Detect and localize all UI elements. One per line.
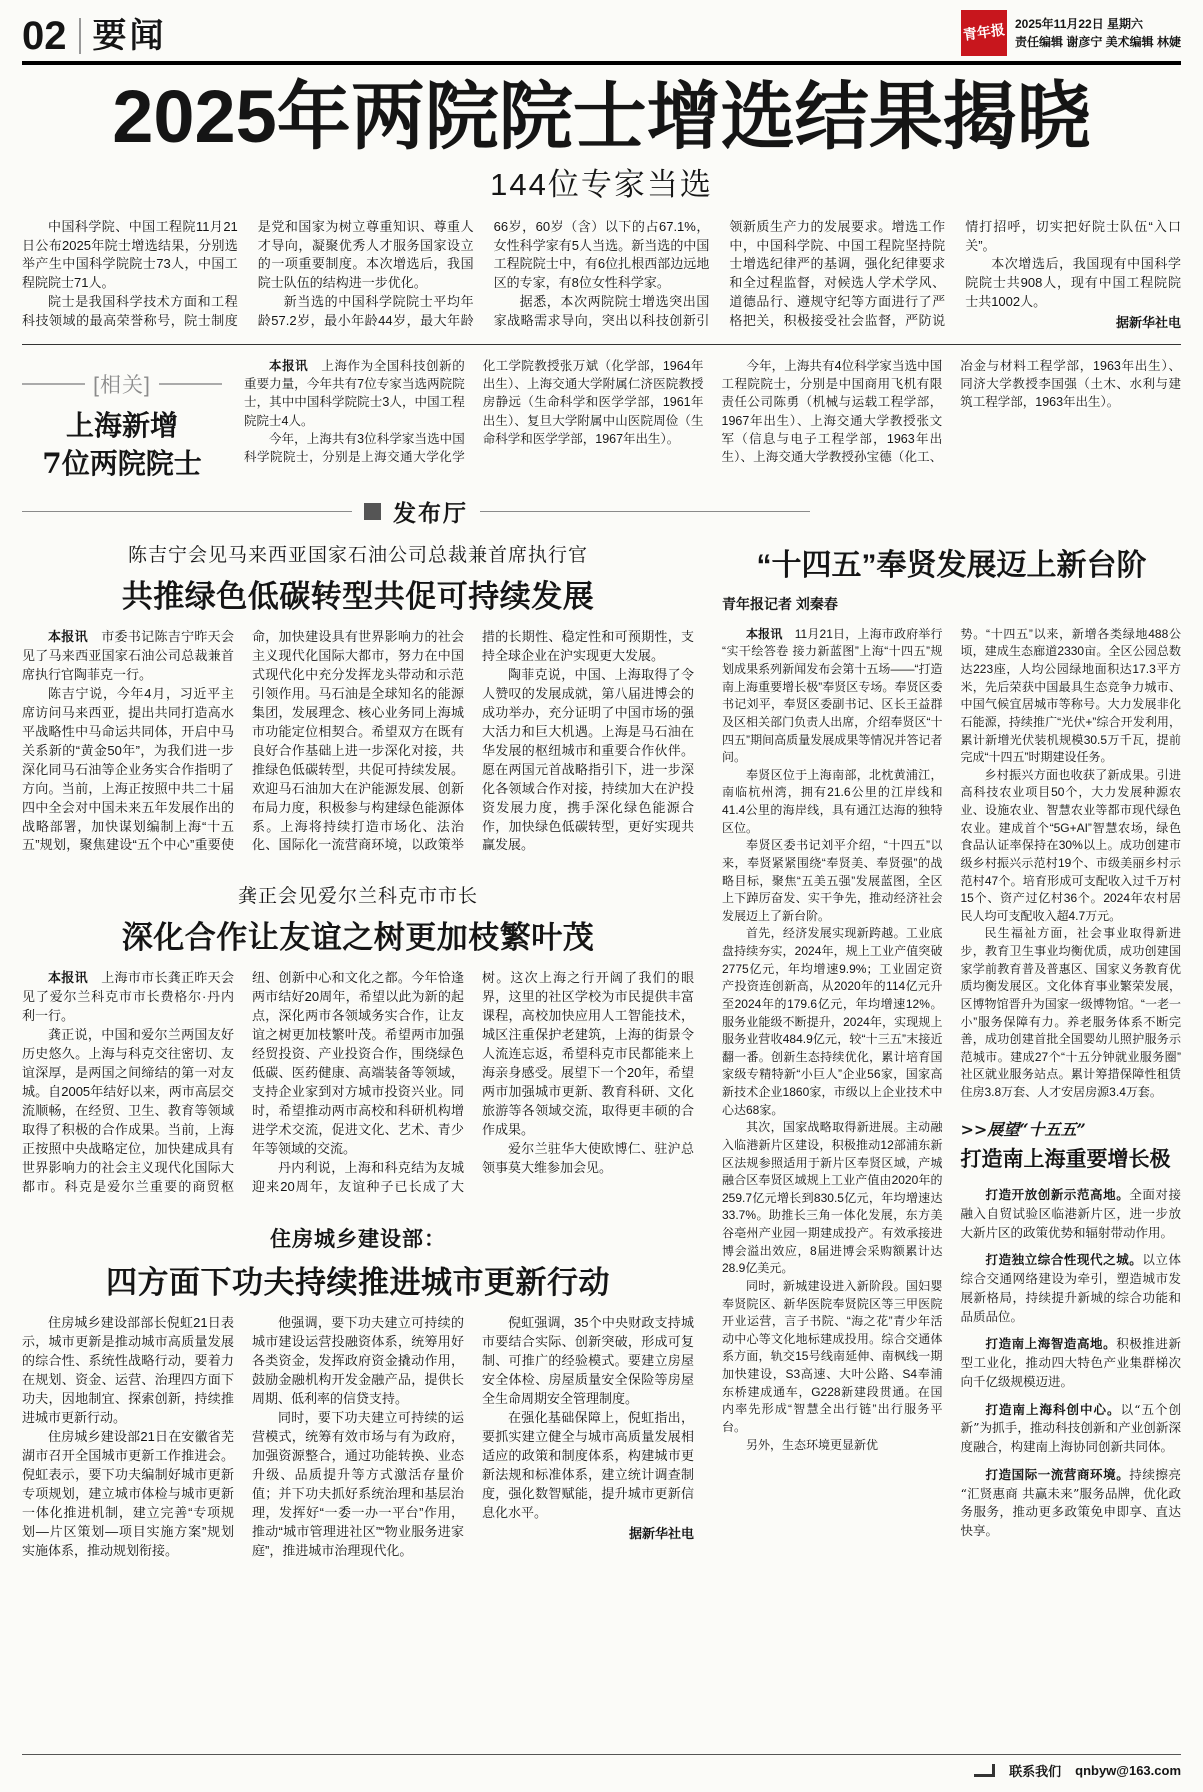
section-divider-label: 发布厅 [393,499,468,526]
related-body [244,357,1181,483]
related-tag: [相关] [93,374,151,398]
news-agency-source: 据新华社电 [1115,314,1181,330]
paragraph: 乡村振兴方面也收获了新成果。引进高科技农业项目50个，大力发展种源农业、设施农业、智慧农业等都市现代绿色农业。建成首个“5G+AI”智慧农场，绿色食品认证率保持在30%以上。成功创建市级乡村振兴示范村19个、市级美丽乡村示范村47个。培育形成可支配收入过千万村15个、资产过亿村36个。2024年农村居民人均可支配收入超4.7万元。 [960,767,1181,923]
paragraph: 同时，新城建设进入新阶段。国妇婴奉贤院区、新华医院奉贤院区等三甲医院开业运营，言子书院、“海之花”青少年活动中心等文化地标建成投用。综合交通体系方面，轨交15号线南延伸、南枫线一期加快建设，S3高速、大叶公路、S4奉浦东桥建成通车，G228新建段贯通。在国内率先形成“智慧全出行链”出行服务平台。 [722,1278,943,1434]
paragraph: 丹内利说，上海和科克结为友城迎来20周年，友谊种子已长成了大树。这次上海之行开阔了我们的眼界，这里的社区学校为市民提供丰富课程，高校加快应用人工智能技术，城区注重保护老建筑，上海的街景令人流连忘返，希望科克市民都能来上海亲身感受。展望下一个20年，希望两市加强城市更新、教育科研、文化旅游等各领域交流，取得更丰硕的合作成果。 [252,970,694,1195]
masthead-divider [79,18,81,54]
related-paragraphs [244,357,1181,466]
related-label [22,357,222,483]
paragraph: 本报讯 上海市市长龚正昨天会见了爱尔兰科克市市长费格尔·丹内利一行。 [22,970,234,1024]
paragraph: 民生福祉方面，社会事业取得新进步，教育卫生事业均衡优质，成功创建国家学前教育普及普惠区、国家义务教育优质均衡发展区。文化体育事业繁荣发展，区博物馆晋升为国家一级博物馆。“一老一小”服务保障有力。养老服务体系不断完善，成功创建首批全国婴幼儿照护服务示范城市。建成27个“十五分钟就业服务圈”社区就业服务站点。累计筹措保障性租赁住房3.8万套、人才安居房源3.4万套。 [960,926,1181,1100]
footer-corner-mark [974,1764,995,1777]
lead-article-body [22,218,1181,332]
paragraph: 院士是我国科学技术方面和工程科技领域的最高荣誉称号，院士制度是党和国家为树立尊重知识、尊重人才导向，凝聚优秀人才服务国家设立的一项重要制度。本次增选后，我国院士队伍的结构进一步优化。 [22,218,474,328]
article-body [22,628,694,856]
article-paragraphs [22,628,694,856]
paragraph: 中国科学院、中国工程院11月21日公布2025年院士增选结果，分别选举产生中国科学院院士73人，中国工程院院士71人。 [22,218,238,291]
fengxian-column-b [961,626,1182,1550]
lead-subheadline: 144位专家当选 [490,166,713,202]
paragraph: 奉贤区位于上海南部，北枕黄浦江，南临杭州湾，拥有21.6公里的江岸线和41.4公里的海岸线，具有通江达海的独特区位。 [722,767,943,835]
masthead-date: 2025年11月22日 星期六 [1014,17,1144,31]
related-dash-left [22,383,85,385]
masthead-dateblock [1015,15,1181,51]
divider-line-right [480,511,810,512]
paragraph: 今年，上海共有3位科学家当选中国科学院院士，分别是上海交通大学化学化工学院教授张万斌（化学部，1964年出生）、上海交通大学附属仁济医院教授房静远（生命科学和医学学部，1961年出生）、复旦大学附属中山医院周俭（生命科学和医学学部，1967年出生）。 [244,359,704,464]
article-cork [22,881,694,1197]
article-urban-renewal [22,1223,694,1561]
article-paragraphs [22,1314,694,1561]
related-title-line1: 上海新增 [65,409,178,443]
horizontal-rule [22,344,1181,345]
outlook-item: 打造国际一流营商环境。持续擦亮“汇贤惠商 共赢未来”服务品牌，优化政务服务，推动更多政策免申即享、直达快享。 [960,1466,1181,1539]
paragraph: 其次，国家战略取得新进展。主动融入临港新片区建设，积极推动12部浦东新区法规参照适用于新片区奉贤区域，产城融合区奉贤区域规上工业产值由2020年的259.7亿元增长到830.5亿元，年均增速达33.7%。助推长三角一体化发展，东方美谷亳州产业园一期建成投产。有效承接进博会溢出效应，8届进博会采购额累计达28.9亿美元。 [722,1120,943,1276]
article-headline: 四方面下功夫持续推进城市更新行动 [106,1265,610,1301]
paragraph: 本次增选后，我国现有中国科学院院士共908人，现有中国工程院院士共1002人。 [965,256,1181,309]
article-fengxian [722,538,1181,1587]
section-divider [22,495,1181,528]
article-kicker: 龚正会见爱尔兰科克市市长 [237,886,478,908]
paragraph: 首先，经济发展实现新跨越。工业底盘持续夯实，2024年，规上工业产值突破2775亿元，年均增速9.9%；工业固定资产投资连创新高，从2020年的114亿元升至2024年的179.6亿元，年均增速12%。服务业能级不断提升，2024年，实现规上服务业营收484.9亿元，较“十三五”末接近翻一番。创新生态持续优化，累计培育国家级专精特新“小巨人”企业56家，国家高新技术企业1860家，市级以上企业技术中心达68家。 [722,926,943,1117]
page-number: 02 [22,14,67,58]
article-headline: 深化合作让友谊之树更加枝繁叶茂 [121,920,595,956]
outlook-item: 打造开放创新示范高地。全面对接融入自贸试验区临港新片区，进一步放大新片区的政策优势和辐射带动作用。 [960,1187,1181,1240]
masthead-logo [961,10,1007,56]
article-paragraphs [961,626,1182,1102]
outlook-item: 打造南上海智造高地。积极推进新型工业化，推动四大特色产业集群梯次向千亿级规模迈进。 [960,1336,1181,1389]
paragraph: 龚正说，中国和爱尔兰两国友好历史悠久。上海与科克交往密切、友谊深厚，是两国之间缔结的第一对友城。自2005年结好以来，两市高层交流顺畅，在经贸、卫生、教育等领域取得了积极的合作成果。当前，上海正按照中央战略定位，加快建成具有世界影响力的社会主义现代化国际大都市。科克是爱尔兰重要的商贸枢纽、创新中心和文化之都。今年恰逢两市结好20周年，希望以此为新的起点，深化两市各领域务实合作，让友谊之树更加枝繁叶茂。希望两市加强经贸投资、产业投资合作，围绕绿色低碳、医药健康、高端装备等领域，支持企业家到对方城市投资兴业。同时，希望推动两市高校和科研机构增进学术交流，促进文化、艺术、青少年等领域的交流。 [22,970,464,1195]
article-petronas [22,540,694,856]
paragraph: 本报讯 11月21日，上海市政府举行“实干绘答卷 接力新蓝图”上海“十四五”规划成果系列新闻发布会第十五场——“打造南上海重要增长极”奉贤区专场。奉贤区委书记刘平，奉贤区委副书记、区长王益群及区相关部门负责人出席，介绍奉贤区“十四五”期间高质量发展成果等情况并答记者问。 [722,626,943,765]
article-headline: “十四五”奉贤发展迈上新台阶 [756,548,1147,582]
divider-line-left [22,511,352,512]
lead-article [22,77,1181,332]
paragraph: 势。“十四五”以来，新增各类绿地488公顷，建成生态廊道2330亩。全区公园总数达223座，人均公园绿地面积达17.3平方米，先后荣获中国最具生态竞争力城市、中国气候宜居城市等称号。大力发展非化石能源，持续推广“光伏+”综合开发利用，累计新增光伏装机规模30.5万千瓦，提前完成“十四五”时期建设任务。 [960,626,1181,765]
paragraph: 倪虹强调，35个中央财政支持城市要结合实际、创新突破，形成可复制、可推广的经验模式。要建立房屋安全体检、房屋质量安全保险等房屋全生命周期安全管理制度。 [482,1315,694,1406]
paragraph: 今年，上海共有4位科学家当选中国工程院院士，分别是中国商用飞机有限责任公司陈勇（机械与运载工程学部，1967年出生）、上海交通大学教授张文军（信息与电子工程学部，1963年出生）、上海交通大学教授孙宝德（化工、冶金与材料工程学部，1963年出生）、同济大学教授李国强（土木、水利与建筑工程学部，1963年出生）。 [721,359,1181,464]
paragraph: 爱尔兰驻华大使欧博仁、驻沪总领事莫大维参加会见。 [482,1141,694,1176]
paragraph: 奉贤区委书记刘平介绍，“十四五”以来，奉贤紧紧围绕“奉贤美、奉贤强”的战略目标，聚焦“五美五强”发展蓝图，全区上下踔厉奋发、实干争先，推动经济社会发展迈上了新台阶。 [722,838,943,923]
article-paragraphs [22,969,694,1197]
paragraph: 新当选的中国科学院院士平均年龄57.2岁，最小年龄44岁，最大年龄66岁，60岁（含）以下的占67.1%，女性科学家有5人当选。新当选的中国工程院院士中，有6位扎根西部边远地区的专家，有8位女性科学家。 [257,218,710,328]
byline: 青年报记者 刘秦春 [722,595,838,612]
contact-email: qnbyw@163.com [1075,1763,1181,1778]
paragraph: 他强调，要下功夫建立可持续的城市建设运营投融资体系，统筹用好各类资金，发挥政府资金撬动作用，鼓励金融机构开发金融产品，提供长周期、低利率的信贷支持。 [252,1315,464,1406]
related-title-line2: 7位两院院士 [42,447,202,481]
paragraph: 本报讯 上海作为全国科技创新的重要力量，今年共有7位专家当选两院院士，其中中国科学院院士3人，中国工程院院士4人。 [244,359,465,428]
paragraph: 本报讯 市委书记陈吉宁昨天会见了马来西亚国家石油公司总裁兼首席执行官陶菲克一行。 [22,628,234,682]
article-body [22,1314,694,1561]
paragraph: 陶菲克说，中国、上海取得了令人赞叹的发展成就，第八届进博会的成功举办，充分证明了中国市场的强大活力和巨大机遇。上海是马石油在华发展的枢纽城市和重要合作伙伴。愿在两国元首战略指引下，进一步深化各领域合作对接，持续加大在沪投资发展力度，携手深化绿色能源合作，加快绿色低碳转型，更好实现共赢发展。 [482,666,694,853]
page-footer [22,1754,1181,1780]
outlook-item: 打造独立综合性现代之城。以立体综合交通网络建设为牵引，塑造城市发展新格局，持续提升新城的综合功能和品质品位。 [960,1252,1181,1324]
contact-label: 联系我们 [1009,1764,1062,1779]
article-kicker: 陈吉宁会见马来西亚国家石油公司总裁兼首席执行官 [127,544,588,566]
paragraph: 陈吉宁说，今年4月，习近平主席访问马来西亚，提出共同打造高水平战略性中马命运共同体，开启中马关系新的“黄金50年”，为我们进一步深化同马石油等企业务实合作指明了方向。当前，上海正按照中共二十届四中全会对中国未来五年发展作出的战略部署，加快谋划编制上海“十五五”规划，聚焦建设“五个中心”重要使命，加快建设具有世界影响力的社会主义现代化国际大都市，努力在中国式现代化中充分发挥龙头带动和示范引领作用。马石油是全球知名的能源集团，发展理念、核心业务同上海城市功能定位相契合。希望双方在既有良好合作基础上进一步深化对接，共推绿色低碳转型，共促可持续发展。欢迎马石油加大在沪能源发展、创新布局力度，积极参与构建绿色能源体系。上海将持续打造市场化、法治化、国际化一流营商环境，以政策举措的长期性、稳定性和可预期性，支持全球企业在沪实现更大发展。 [22,628,694,853]
outlook-tag: >>展望“十五五” [960,1119,1086,1139]
article-paragraphs [722,626,943,1454]
article-headline: 共推绿色低碳转型共促可持续发展 [121,578,595,614]
masthead-logo-text: 青年报 [962,21,1006,44]
lead-headline: 2025年两院院士增选结果揭晓 [112,75,1091,158]
section-marker-icon [364,503,381,520]
article-body [22,969,694,1197]
news-agency-source: 据新华社电 [628,1525,694,1541]
paragraph: 据悉，本次两院院士增选突出国家战略需求导向，突出以科技创新引领新质生产力的发展要求。增选工作中，中国科学院、中国工程院坚持院士增选纪律严的基调，强化纪律要求和全过程监督，对候选人学术学风、道德品行、遵规守纪等方面进行了严格把关，积极接受社会监督，严防说情打招呼，切实把好院士队伍“入口关”。 [493,218,1181,328]
outlook-box [961,1118,1182,1541]
paragraph: 同时，要下功夫建立可持续的运营模式，统筹有效市场与有为政府，加强资源整合，通过功能转换、业态升级、品质提升等方式激活存量价值；并下功夫抓好系统治理和基层治理，发挥好“一委一办一平台”作用，推动“城市管理进社区”“物业服务进家庭”，推进城市治理现代化。 [252,1409,464,1558]
masthead-editors: 责任编辑 谢彦宁 美术编辑 林婕 [1014,35,1181,49]
paragraph: 住房城乡建设部21日在安徽省芜湖市召开全国城市更新工作推进会。倪虹表示，要下功夫编制好城市更新专项规划，建立城市体检与城市更新一体化推进机制，建立完善“专项规划—片区策划—项目实施方案”规划实施体系，推动规划衔接。 [22,1428,234,1558]
section-title: 要闻 [92,17,167,55]
masthead [22,10,1181,65]
outlook-item: 打造南上海科创中心。以“五个创新”为抓手，推动科技创新和产业创新深度融合，构建南上海协同创新共同体。 [960,1401,1181,1455]
left-column [22,538,694,1587]
paragraph: 在强化基础保障上，倪虹指出，要抓实建立健全与城市高质量发展相适应的政策和制度体系，构建城市更新法规和标准体系，建立统计调查制度，强化数智赋能，提升城市更新信息化水平。 [482,1409,694,1520]
fengxian-column-a [722,626,943,1550]
paragraph: 另外，生态环境更显新优 [746,1437,879,1452]
related-dash-right [159,383,222,385]
outlook-list [961,1186,1182,1541]
related-section [22,351,1181,491]
article-kicker: 住房城乡建设部： [270,1228,446,1252]
paragraph: 住房城乡建设部部长倪虹21日表示，城市更新是推动城市高质量发展的综合性、系统性战略行动，要着力在规划、资金、运营、治理四方面下功夫，因地制宜、探索创新，持续推进城市更新行动。 [22,1315,234,1425]
outlook-headline: 打造南上海重要增长极 [960,1148,1171,1172]
